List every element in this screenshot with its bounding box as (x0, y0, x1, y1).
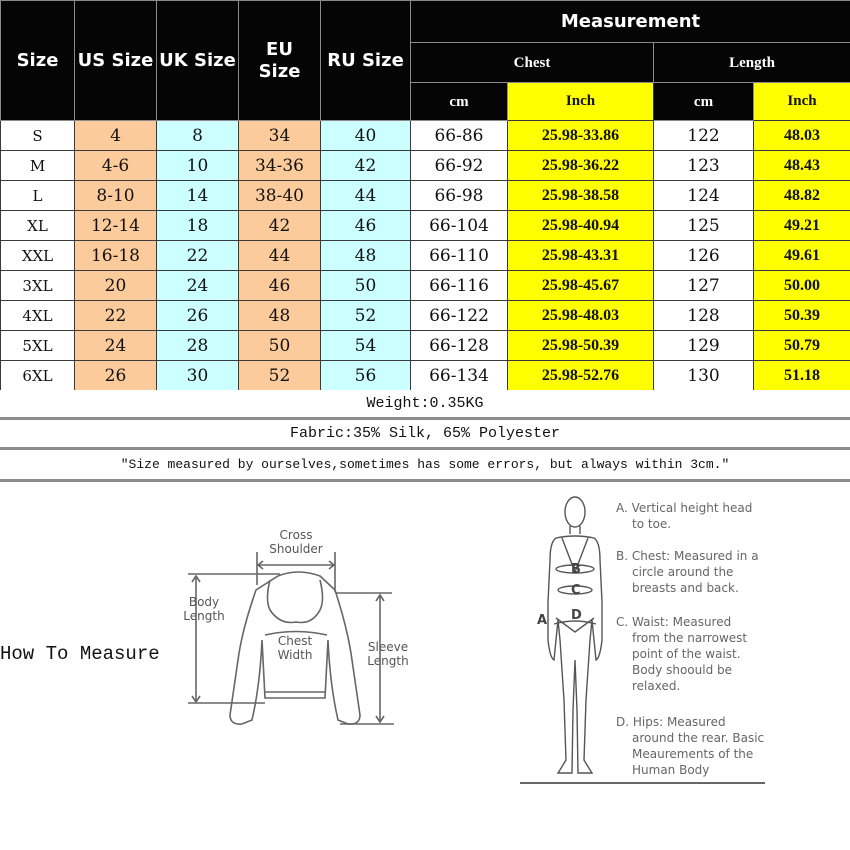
legend-b (616, 548, 766, 596)
cell-chest-cm: 66-110 (411, 241, 508, 271)
marker-a: A (537, 613, 548, 628)
cell-ru: 54 (321, 331, 411, 361)
cell-length-cm: 125 (654, 211, 754, 241)
legend-b-title: B. Chest: Measured in a (616, 549, 759, 563)
cell-chest-inch: 25.98-40.94 (508, 211, 654, 241)
legend-a-title: A. Vertical height head (616, 501, 753, 515)
table-row (1, 271, 850, 301)
header-measurement: Measurement (411, 1, 850, 43)
cell-chest-cm: 66-134 (411, 361, 508, 391)
cell-us: 22 (75, 301, 157, 331)
body-measurement-diagram (520, 490, 770, 790)
cell-length-inch: 51.18 (754, 361, 850, 391)
cell-uk: 10 (157, 151, 239, 181)
cell-size: 4XL (1, 301, 75, 331)
cell-length-cm: 130 (654, 361, 754, 391)
cell-uk: 24 (157, 271, 239, 301)
cell-eu: 42 (239, 211, 321, 241)
cell-chest-cm: 66-92 (411, 151, 508, 181)
cell-length-cm: 127 (654, 271, 754, 301)
cell-eu: 50 (239, 331, 321, 361)
table-row (1, 331, 850, 361)
cell-eu: 46 (239, 271, 321, 301)
cell-us: 24 (75, 331, 157, 361)
cell-length-cm: 122 (654, 121, 754, 151)
cell-us: 20 (75, 271, 157, 301)
table-row (1, 361, 850, 391)
cell-eu: 34 (239, 121, 321, 151)
cell-length-cm: 126 (654, 241, 754, 271)
human-body-outline-icon (520, 490, 610, 790)
cell-chest-cm: 66-116 (411, 271, 508, 301)
legend-a (616, 500, 766, 532)
header-length-cm: cm (654, 83, 754, 121)
how-to-measure-label: How To Measure (0, 643, 160, 665)
cell-size: 6XL (1, 361, 75, 391)
cell-uk: 22 (157, 241, 239, 271)
cell-eu: 48 (239, 301, 321, 331)
header-ru-size: RU Size (321, 1, 411, 121)
marker-c: C (571, 583, 581, 598)
cell-chest-inch: 25.98-43.31 (508, 241, 654, 271)
cell-us: 8-10 (75, 181, 157, 211)
cell-ru: 42 (321, 151, 411, 181)
header-us-size: US Size (75, 1, 157, 121)
cell-uk: 28 (157, 331, 239, 361)
legend-d-desc: around the rear. Basic Meaurements of the Human Body (632, 731, 765, 777)
cell-chest-cm: 66-104 (411, 211, 508, 241)
table-row (1, 181, 850, 211)
marker-b: B (571, 562, 581, 577)
legend-c (616, 614, 766, 694)
cell-length-cm: 123 (654, 151, 754, 181)
legend-b-desc: circle around the breasts and back. (632, 565, 739, 595)
cell-ru: 46 (321, 211, 411, 241)
cell-ru: 50 (321, 271, 411, 301)
cell-chest-inch: 25.98-48.03 (508, 301, 654, 331)
header-chest-inch: Inch (508, 83, 654, 121)
size-chart-table (0, 0, 850, 391)
cell-size: XXL (1, 241, 75, 271)
cell-size: 3XL (1, 271, 75, 301)
cell-eu: 52 (239, 361, 321, 391)
cell-uk: 18 (157, 211, 239, 241)
legend-d (616, 714, 766, 778)
table-row (1, 121, 850, 151)
chest-width-label: Chest Width (277, 634, 313, 662)
cell-us: 16-18 (75, 241, 157, 271)
cell-us: 26 (75, 361, 157, 391)
cell-uk: 30 (157, 361, 239, 391)
header-chest-cm: cm (411, 83, 508, 121)
table-row (1, 211, 850, 241)
cell-us: 4 (75, 121, 157, 151)
cell-uk: 26 (157, 301, 239, 331)
header-uk-size: UK Size (157, 1, 239, 121)
legend-a-desc: to toe. (632, 517, 672, 531)
fabric-info: Fabric:35% Silk, 65% Polyester (0, 420, 850, 450)
cell-ru: 56 (321, 361, 411, 391)
header-size: Size (1, 1, 75, 121)
marker-d: D (571, 608, 582, 623)
cell-size: L (1, 181, 75, 211)
cell-ru: 52 (321, 301, 411, 331)
cell-ru: 44 (321, 181, 411, 211)
cell-chest-inch: 25.98-50.39 (508, 331, 654, 361)
cell-uk: 14 (157, 181, 239, 211)
cell-chest-cm: 66-128 (411, 331, 508, 361)
header-eu-size-label: EU Size (258, 38, 301, 82)
cell-length-inch: 48.43 (754, 151, 850, 181)
cell-length-inch: 50.00 (754, 271, 850, 301)
cell-size: XL (1, 211, 75, 241)
legend-c-title: C. Waist: Measured (616, 615, 732, 629)
table-row (1, 151, 850, 181)
cell-size: M (1, 151, 75, 181)
cell-chest-inch: 25.98-52.76 (508, 361, 654, 391)
table-row (1, 241, 850, 271)
body-length-label: Body Length (183, 595, 225, 623)
weight-info: Weight:0.35KG (0, 390, 850, 420)
cell-chest-cm: 66-86 (411, 121, 508, 151)
cell-length-inch: 49.21 (754, 211, 850, 241)
cell-length-cm: 129 (654, 331, 754, 361)
cell-eu: 34-36 (239, 151, 321, 181)
table-row (1, 301, 850, 331)
cell-uk: 8 (157, 121, 239, 151)
cell-length-inch: 48.03 (754, 121, 850, 151)
cell-eu: 38-40 (239, 181, 321, 211)
size-note: "Size measured by ourselves,sometimes has some errors, but always within 3cm." (0, 450, 850, 482)
cell-chest-inch: 25.98-45.67 (508, 271, 654, 301)
cell-size: S (1, 121, 75, 151)
legend-d-title: D. Hips: Measured (616, 715, 726, 729)
cell-length-cm: 128 (654, 301, 754, 331)
sleeve-length-label: Sleeve Length (367, 640, 409, 668)
cell-length-cm: 124 (654, 181, 754, 211)
legend-c-desc: from the narrowest point of the waist. Body shoould be relaxed. (632, 631, 748, 693)
header-length-inch: Inch (754, 83, 850, 121)
cell-eu: 44 (239, 241, 321, 271)
cross-shoulder-label: Cross Shoulder (269, 528, 323, 556)
cell-ru: 40 (321, 121, 411, 151)
cell-chest-inch: 25.98-33.86 (508, 121, 654, 151)
cell-us: 4-6 (75, 151, 157, 181)
cell-length-inch: 49.61 (754, 241, 850, 271)
cell-length-inch: 50.39 (754, 301, 850, 331)
header-chest: Chest (411, 43, 654, 83)
cell-chest-cm: 66-98 (411, 181, 508, 211)
cell-chest-inch: 25.98-36.22 (508, 151, 654, 181)
cell-us: 12-14 (75, 211, 157, 241)
cell-length-inch: 50.79 (754, 331, 850, 361)
cell-size: 5XL (1, 331, 75, 361)
cell-ru: 48 (321, 241, 411, 271)
shirt-measurement-diagram (170, 510, 430, 740)
divider (520, 782, 765, 784)
cell-chest-cm: 66-122 (411, 301, 508, 331)
header-length: Length (654, 43, 850, 83)
cell-length-inch: 48.82 (754, 181, 850, 211)
header-eu-size (239, 1, 321, 121)
cell-chest-inch: 25.98-38.58 (508, 181, 654, 211)
